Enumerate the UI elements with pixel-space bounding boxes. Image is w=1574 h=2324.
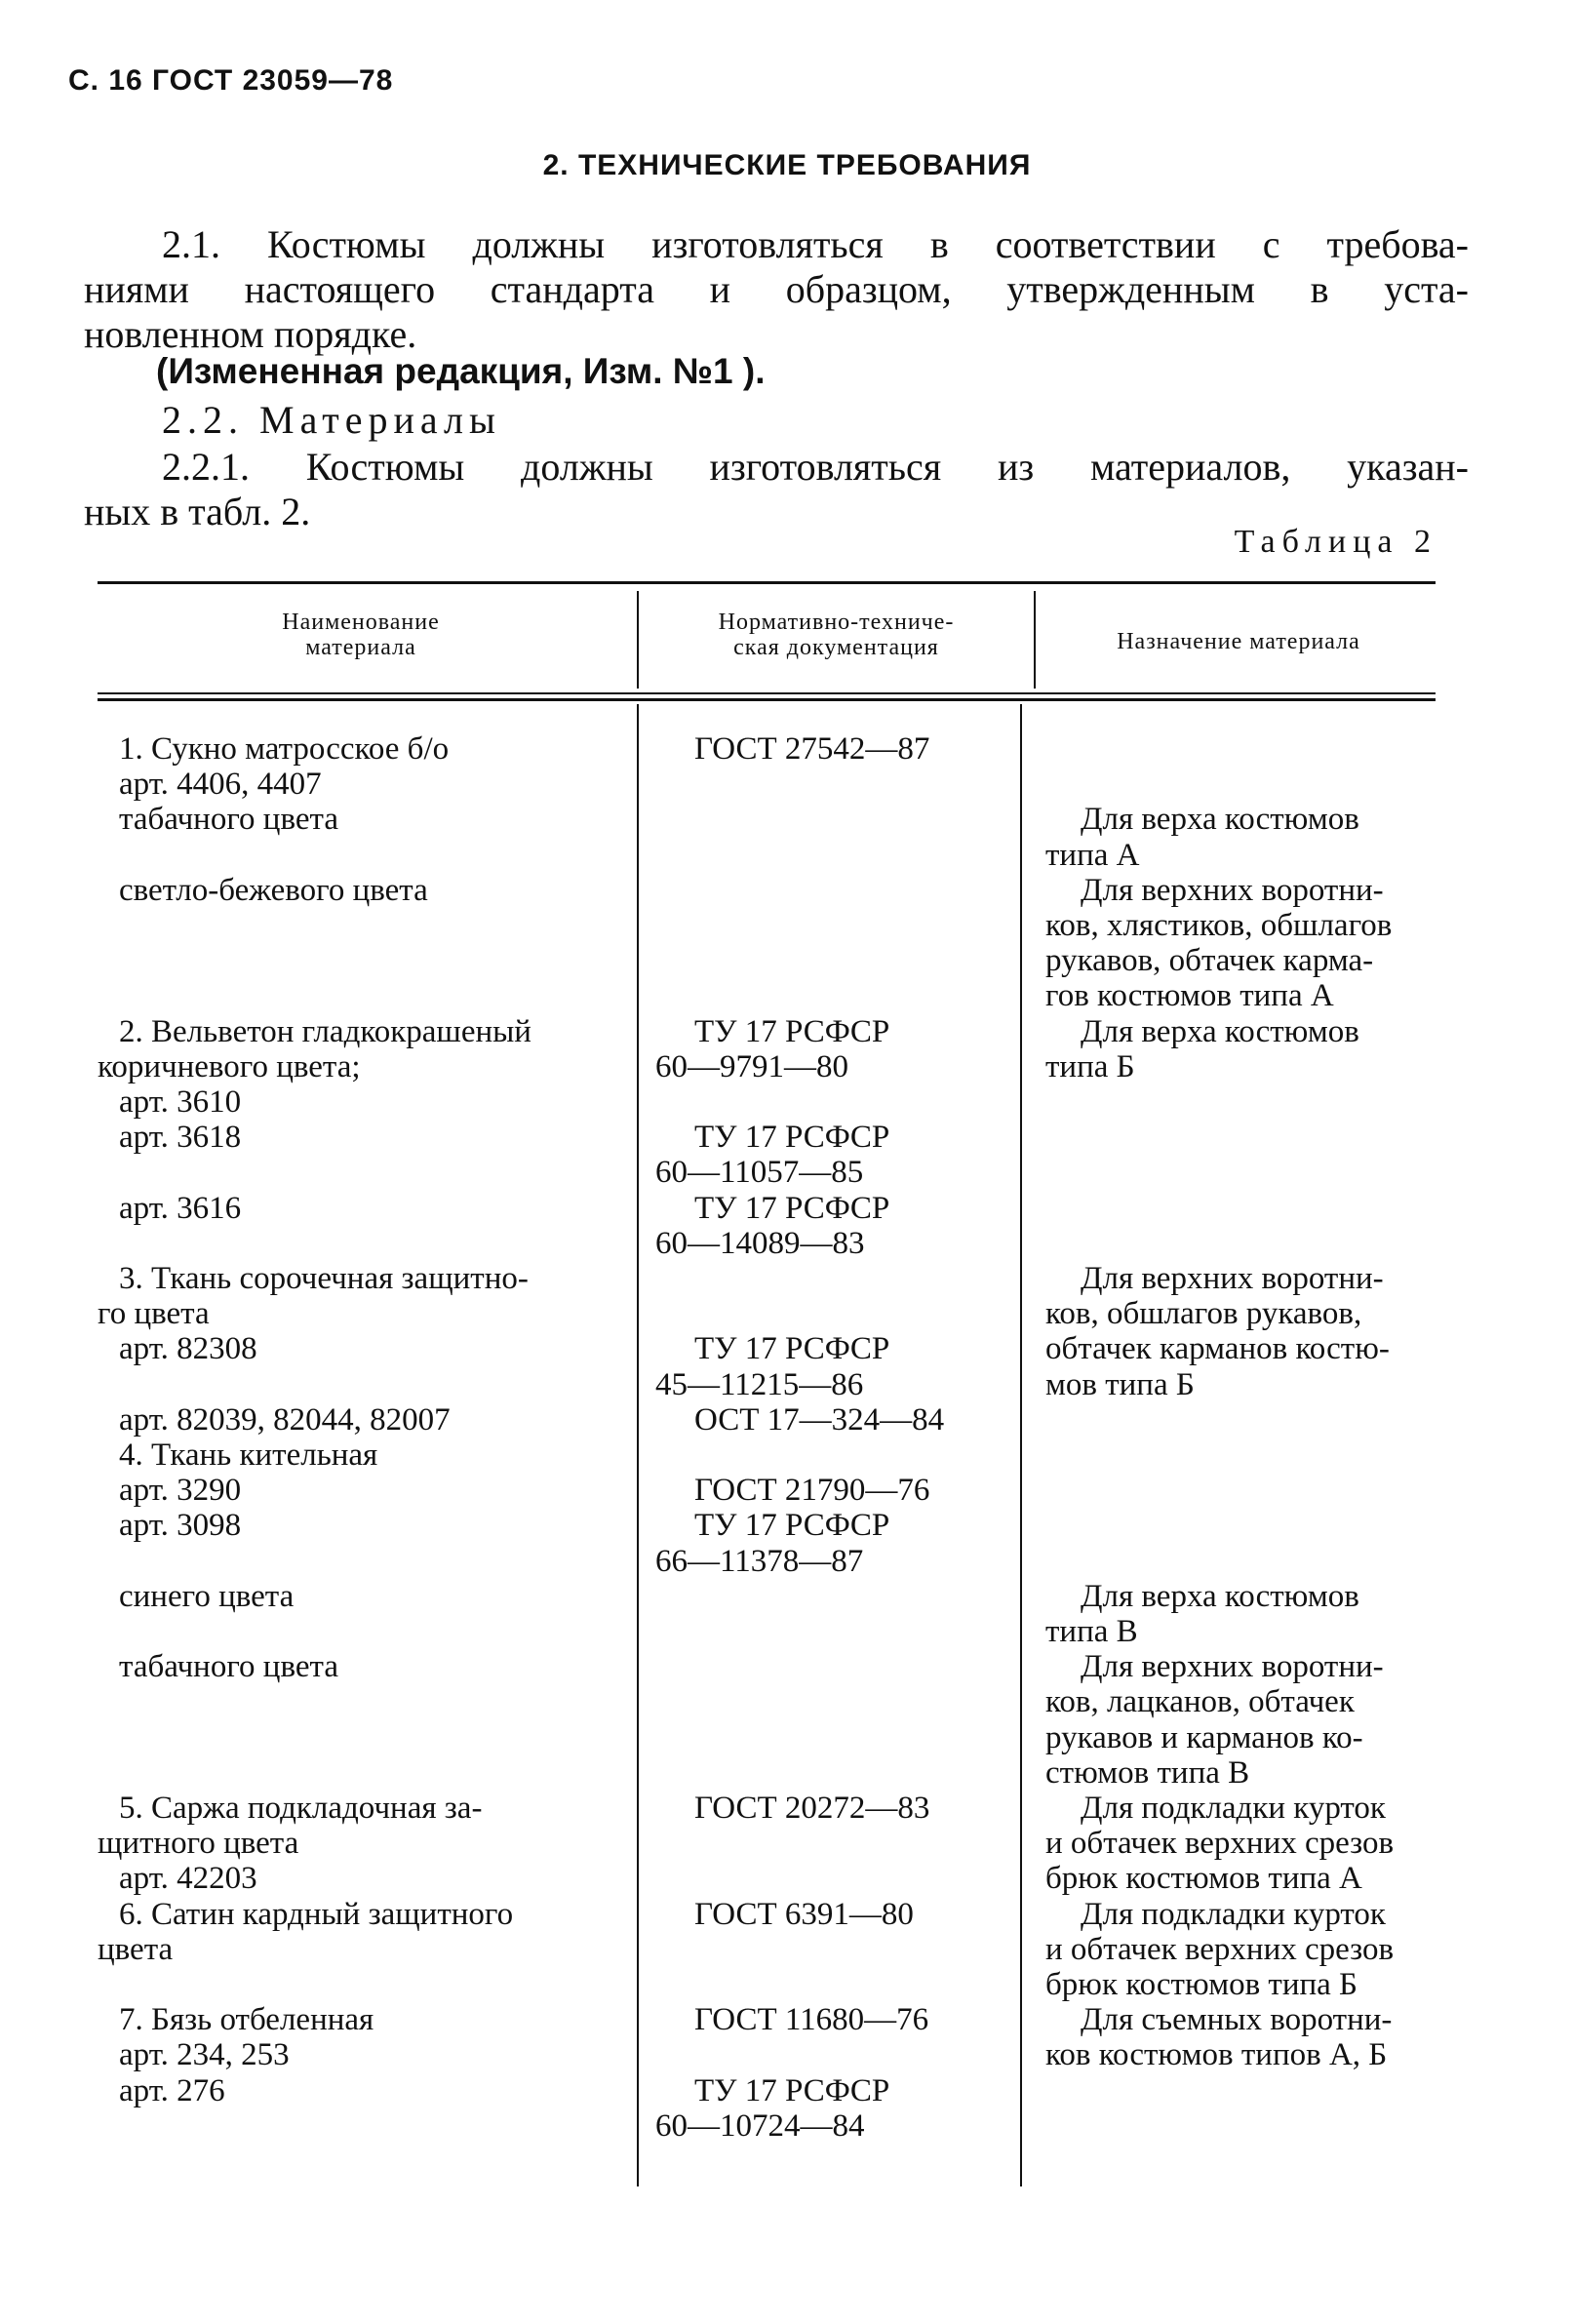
table-cell: типа Б	[1045, 1048, 1135, 1084]
table-cell: арт. 3290	[119, 1473, 242, 1509]
table-cell: арт. 234, 253	[119, 2037, 290, 2073]
table-cell: арт. 82308	[119, 1331, 257, 1367]
table-cell: ОСТ 17—324—84	[694, 1401, 945, 1438]
table-cell: 60—10724—84	[655, 2107, 865, 2144]
table-cell: Для съемных воротни-	[1081, 2002, 1393, 2038]
table-cell: рукавов, обтачек карма-	[1045, 943, 1374, 979]
table-cell: ГОСТ 27542—87	[694, 731, 930, 767]
table-cell: щитного цвета	[98, 1826, 299, 1862]
table-cell: 2. Вельветон гладкокрашеный	[119, 1013, 531, 1049]
table-cell: и обтачек верхних срезов	[1045, 1931, 1395, 1967]
column-divider	[637, 704, 639, 2186]
table-caption: Таблица 2	[1234, 524, 1437, 560]
table-cell: мов типа Б	[1045, 1366, 1195, 1402]
table-cell: арт. 3098	[119, 1508, 242, 1544]
table-cell: 4. Ткань кительная	[119, 1438, 378, 1473]
table-cell: Для верхних воротни-	[1081, 872, 1384, 908]
table-cell: ГОСТ 11680—76	[694, 2002, 929, 2038]
table-cell: ГОСТ 21790—76	[694, 1473, 930, 1509]
table-cell: коричневого цвета;	[98, 1048, 361, 1084]
amendment-note: (Измененная редакция, Изм. №1 ).	[156, 351, 766, 391]
table-cell: ков костюмов типов А, Б	[1045, 2037, 1388, 2073]
table-cell: ТУ 17 РСФСР	[694, 1013, 890, 1049]
column-divider	[1034, 591, 1036, 689]
table-cell: ТУ 17 РСФСР	[694, 1120, 890, 1156]
table-cell: стюмов типа В	[1045, 1754, 1250, 1791]
table-cell: 45—11215—86	[655, 1366, 864, 1402]
column-divider	[1020, 704, 1022, 2186]
table-cell: ков, лацканов, обтачек	[1045, 1684, 1355, 1720]
paragraph-line: 2.1. Костюмы должны изготовляться в соответствии с требова-	[162, 222, 1469, 266]
table-cell: го цвета	[98, 1296, 210, 1332]
table-cell: брюк костюмов типа А	[1045, 1861, 1362, 1897]
table-cell: Для подкладки курток	[1081, 1896, 1386, 1932]
header-rule	[98, 692, 1436, 694]
table-cell: 60—14089—83	[655, 1225, 865, 1261]
table-cell: 1. Сукно матросское б/о	[119, 731, 450, 767]
column-header-purpose: Назначение материала	[1117, 629, 1360, 654]
table-cell: цвета	[98, 1931, 174, 1967]
paragraph-line: 2.2.1. Костюмы должны изготовляться из материалов, указан-	[162, 445, 1469, 489]
table-cell: ков, хлястиков, обшлагов	[1045, 908, 1393, 943]
table-cell: Для верхних воротни-	[1081, 1649, 1384, 1685]
column-header-name: Наименование материала	[282, 610, 440, 660]
table-cell: 6. Сатин кардный защитного	[119, 1896, 514, 1932]
table-cell: табачного цвета	[119, 1649, 338, 1685]
header-rule-double	[98, 698, 1436, 701]
table-cell: типа В	[1045, 1614, 1138, 1649]
table-cell: 3. Ткань сорочечная защитно-	[119, 1261, 529, 1296]
table-cell: 5. Саржа подкладочная за-	[119, 1791, 483, 1826]
table-cell: 7. Бязь отбеленная	[119, 2002, 374, 2038]
table-cell: ков, обшлагов рукавов,	[1045, 1296, 1362, 1332]
table-cell: ТУ 17 РСФСР	[694, 2072, 890, 2108]
column-divider	[637, 591, 639, 689]
table-cell: Для верха костюмов	[1081, 1013, 1359, 1049]
page-header: С. 16 ГОСТ 23059—78	[68, 64, 394, 97]
table-cell: брюк костюмов типа Б	[1045, 1967, 1358, 2002]
table-cell: типа А	[1045, 837, 1140, 873]
table-cell: Для верхних воротни-	[1081, 1261, 1384, 1296]
paragraph-line: ных в табл. 2.	[84, 490, 311, 533]
table-cell: рукавов и карманов ко-	[1045, 1719, 1363, 1755]
table-cell: Для верха костюмов	[1081, 1578, 1359, 1614]
section-title: 2. ТЕХНИЧЕСКИЕ ТРЕБОВАНИЯ	[542, 149, 1032, 181]
table-top-rule	[98, 581, 1436, 584]
table-cell: ТУ 17 РСФСР	[694, 1508, 890, 1544]
column-header-docs: Нормативно-техниче- ская документация	[718, 610, 955, 660]
table-cell: 66—11378—87	[655, 1543, 864, 1579]
table-cell: ГОСТ 6391—80	[694, 1896, 914, 1932]
table-cell: арт. 3610	[119, 1084, 242, 1120]
table-cell: ТУ 17 РСФСР	[694, 1190, 890, 1226]
paragraph-line: ниями настоящего стандарта и образцом, утвержденным в уста-	[84, 267, 1469, 311]
table-cell: арт. 4406, 4407	[119, 767, 322, 803]
paragraph-line: новленном порядке.	[84, 312, 417, 356]
table-cell: гов костюмов типа А	[1045, 978, 1334, 1014]
table-cell: Для подкладки курток	[1081, 1791, 1386, 1826]
paragraph-line: 2.2. Материалы	[162, 398, 501, 442]
table-cell: 60—9791—80	[655, 1048, 848, 1084]
table-cell: ГОСТ 20272—83	[694, 1791, 930, 1826]
paragraph-2-2	[84, 398, 1469, 443]
table-cell: Для верха костюмов	[1081, 802, 1359, 838]
table-cell: арт. 3616	[119, 1190, 242, 1226]
table-cell: арт. 276	[119, 2072, 225, 2108]
table-cell: светло-бежевого цвета	[119, 872, 428, 908]
table-cell: арт. 3618	[119, 1120, 242, 1156]
table-cell: синего цвета	[119, 1578, 295, 1614]
table-cell: и обтачек верхних срезов	[1045, 1826, 1395, 1862]
table-cell: арт. 82039, 82044, 82007	[119, 1401, 451, 1438]
table-cell: 60—11057—85	[655, 1155, 864, 1191]
table-cell: ТУ 17 РСФСР	[694, 1331, 890, 1367]
table-cell: табачного цвета	[119, 802, 338, 838]
table-cell: обтачек карманов костю-	[1045, 1331, 1390, 1367]
paragraph-2-1	[84, 222, 1469, 357]
paragraph-2-2-1	[84, 445, 1469, 534]
table-cell: арт. 42203	[119, 1861, 257, 1897]
